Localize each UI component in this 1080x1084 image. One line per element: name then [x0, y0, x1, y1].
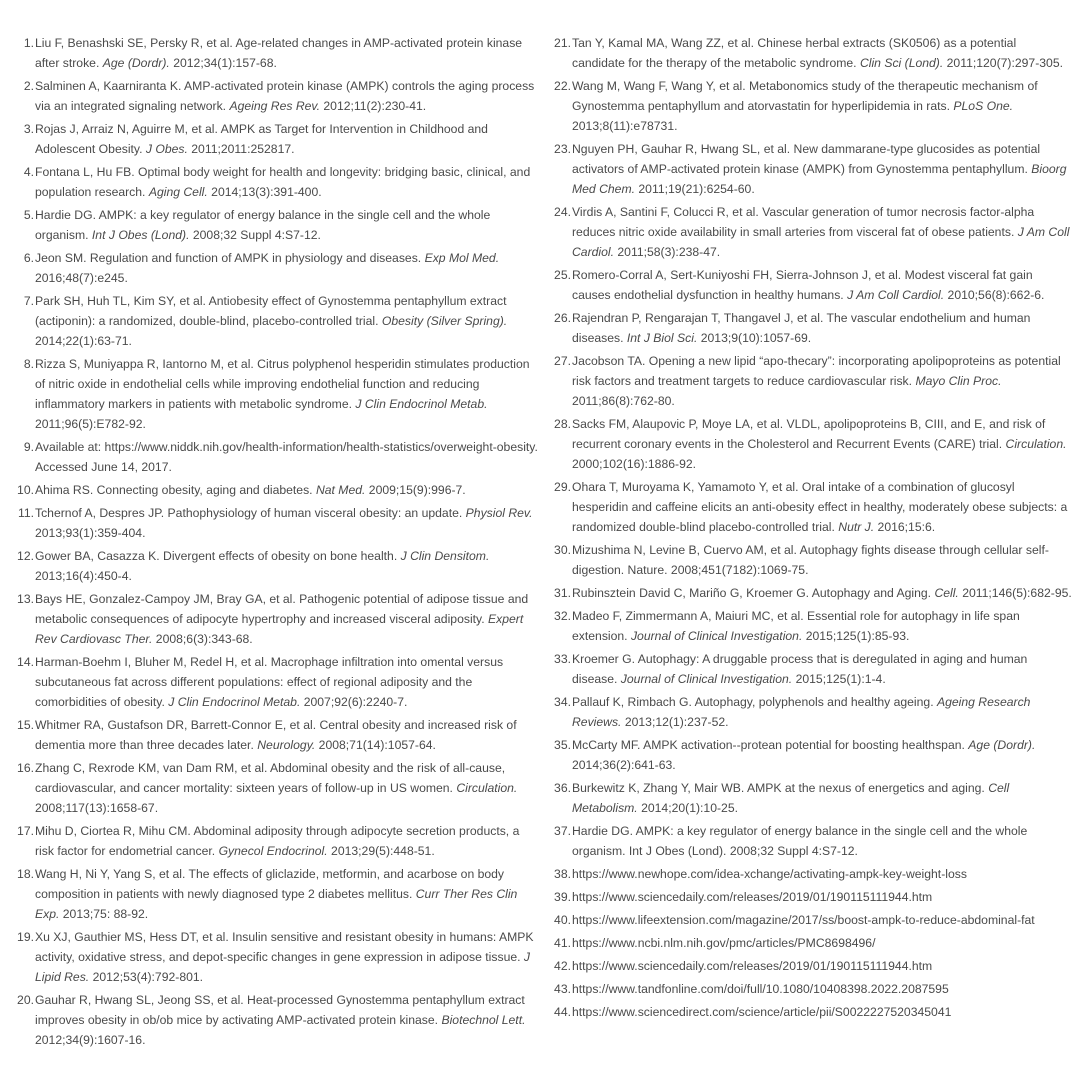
reference-item: [14, 437, 538, 477]
reference-citation: Hardie DG. AMPK: a key regulator of energy balance in the single cell and the whole organism. Int J Obes (Lond). 2008;32 Suppl 4:S7-12.: [572, 824, 1028, 858]
reference-citation: Nguyen PH, Gauhar R, Hwang SL, et al. New dammarane-type glucosides as potential activators of AMP-activated protein kinase (AMPK) from Gynostemma pentaphyllum.: [572, 142, 1041, 176]
reference-citation: Liu F, Benashski SE, Persky R, et al. Age-related changes in AMP-activated protein kinase after stroke.: [35, 36, 523, 70]
reference-details: 2013;12(1):237-52.: [624, 715, 729, 729]
reference-details: 2011;19(21):6254-60.: [638, 182, 755, 196]
reference-details: 2015;125(1):1-4.: [795, 672, 886, 686]
reference-details: 2008;32 Suppl 4:S7-12.: [192, 228, 321, 242]
reference-number: 23.: [554, 142, 571, 156]
reference-citation: Madeo F, Zimmermann A, Maiuri MC, et al. Essential role for autophagy in life span extension.: [572, 609, 1020, 643]
reference-journal: J Clin Endocrinol Metab.: [355, 397, 488, 411]
reference-citation: Romero-Corral A, Sert-Kuniyoshi FH, Sierra-Johnson J, et al. Modest visceral fat gain causes endothelial dysfunction in healthy humans.: [572, 268, 1033, 302]
reference-number: 21.: [554, 36, 571, 50]
reference-details: 2012;11(2):230-41.: [323, 99, 427, 113]
reference-item: [551, 887, 1072, 907]
reference-details: 2013;75: 88-92.: [62, 907, 149, 921]
reference-citation: Kroemer G. Autophagy: A druggable process that is deregulated in aging and human disease.: [572, 652, 1028, 686]
reference-number: 32.: [554, 609, 571, 623]
reference-citation: Rojas J, Arraiz N, Aguirre M, et al. AMPK as Target for Intervention in Childhood and Adolescent Obesity.: [35, 122, 488, 156]
reference-journal: J Obes.: [145, 142, 188, 156]
reference-journal: Ageing Res Rev.: [229, 99, 321, 113]
reference-number: 3.: [23, 122, 34, 136]
reference-details: 2011;120(7):297-305.: [946, 56, 1063, 70]
reference-details: 2013;93(1):359-404.: [35, 526, 146, 540]
reference-citation: Ahima RS. Connecting obesity, aging and diabetes.: [35, 483, 313, 497]
reference-journal: J Am Coll Cardiol.: [847, 288, 945, 302]
reference-citation: Ohara T, Muroyama K, Yamamoto Y, et al. Oral intake of a combination of glucosyl hesperidin and caffeine elicits an anti-obesity effect in healthy, moderately obese subjects: a randomized double-blind placebo-controlled trial.: [572, 480, 1068, 534]
reference-journal: Age (Dordr).: [968, 738, 1036, 752]
reference-details: 2011;146(5):682-95.: [962, 586, 1072, 600]
reference-number: 36.: [554, 781, 571, 795]
reference-item: [551, 692, 1072, 732]
reference-item: [551, 308, 1072, 348]
reference-number: 2.: [23, 79, 34, 93]
reference-item: [551, 864, 1072, 884]
reference-item: [14, 205, 538, 245]
reference-details: 2014;20(1):10-25.: [641, 801, 738, 815]
reference-item: [551, 414, 1072, 474]
reference-journal: Circulation.: [456, 781, 518, 795]
reference-citation: Jeon SM. Regulation and function of AMPK in physiology and diseases.: [35, 251, 422, 265]
reference-journal: Expert Rev Cardiovasc Ther.: [35, 612, 524, 646]
reference-number: 28.: [554, 417, 571, 431]
reference-item: [14, 758, 538, 818]
reference-details: 2010;56(8):662-6.: [947, 288, 1045, 302]
reference-citation: Gower BA, Casazza K. Divergent effects of obesity on bone health.: [35, 549, 398, 563]
reference-number: 41.: [554, 936, 571, 950]
reference-details: 2000;102(16):1886-92.: [572, 457, 697, 471]
reference-citation: McCarty MF. AMPK activation--protean potential for boosting healthspan.: [572, 738, 965, 752]
reference-number: 11.: [17, 506, 34, 520]
reference-item: [551, 477, 1072, 537]
reference-item: [551, 910, 1072, 930]
references-column-left: [14, 33, 538, 1053]
reference-citation: Zhang C, Rexrode KM, van Dam RM, et al. Abdominal obesity and the risk of all-cause, cardiovascular, and cancer mortality: sixteen years of follow-up in US women.: [35, 761, 506, 795]
reference-item: [551, 979, 1072, 999]
reference-details: 2015;125(1):85-93.: [805, 629, 910, 643]
reference-number: 10.: [17, 483, 34, 497]
reference-number: 7.: [23, 294, 34, 308]
reference-citation: Whitmer RA, Gustafson DR, Barrett-Connor E, et al. Central obesity and increased risk of dementia more than three decades later.: [35, 718, 517, 752]
reference-citation: Burkewitz K, Zhang Y, Mair WB. AMPK at the nexus of energetics and aging.: [572, 781, 985, 795]
reference-journal: Neurology.: [257, 738, 316, 752]
reference-details: 2011;2011:252817.: [191, 142, 295, 156]
reference-item: [551, 821, 1072, 861]
reference-number: 20.: [17, 993, 34, 1007]
reference-journal: J Am Coll Cardiol.: [572, 225, 1070, 259]
reference-citation: Virdis A, Santini F, Colucci R, et al. Vascular generation of tumor necrosis factor-alpha reduces nitric oxide availability in small arteries from visceral fat of obese patients.: [572, 205, 1035, 239]
reference-journal: Exp Mol Med.: [424, 251, 500, 265]
reference-number: 27.: [554, 354, 571, 368]
reference-number: 35.: [554, 738, 571, 752]
reference-number: 4.: [23, 165, 34, 179]
reference-details: 2012;53(4):792-801.: [92, 970, 204, 984]
reference-journal: Circulation.: [1005, 437, 1067, 451]
reference-journal: J Clin Endocrinol Metab.: [168, 695, 301, 709]
reference-item: [14, 162, 538, 202]
reference-number: 5.: [23, 208, 34, 222]
reference-item: [14, 864, 538, 924]
reference-details: 2014;13(3):391-400.: [211, 185, 322, 199]
reference-details: 2016;15:6.: [877, 520, 936, 534]
reference-details: 2009;15(9):996-7.: [368, 483, 466, 497]
reference-number: 31.: [554, 586, 571, 600]
reference-details: 2013;9(10):1057-69.: [700, 331, 812, 345]
reference-journal: Ageing Research Reviews.: [572, 695, 1031, 729]
reference-item: [551, 202, 1072, 262]
reference-journal: Nat Med.: [315, 483, 366, 497]
reference-citation: Rubinsztein David C, Mariño G, Kroemer G. Autophagy and Aging.: [572, 586, 932, 600]
reference-item: [14, 652, 538, 712]
reference-list-right: [551, 33, 1072, 1022]
reference-journal: PLoS One.: [953, 99, 1014, 113]
reference-number: 40.: [554, 913, 571, 927]
reference-journal: J Lipid Res.: [35, 950, 530, 984]
reference-details: 2011;96(5):E782-92.: [35, 417, 146, 431]
reference-citation: Jacobson TA. Opening a new lipid “apo-thecary”: incorporating apolipoproteins as potential risk factors and treatment targets to reduce cardiovascular risk.: [572, 354, 1061, 388]
reference-citation: Wang H, Ni Y, Yang S, et al. The effects of gliclazide, metformin, and acarbose on body composition in patients with newly diagnosed type 2 diabetes mellitus.: [35, 867, 505, 901]
reference-item: [551, 33, 1072, 73]
reference-number: 26.: [554, 311, 571, 325]
reference-citation: Mihu D, Ciortea R, Mihu CM. Abdominal adiposity through adipocyte secretion products, a risk factor for endometrial cancer.: [35, 824, 520, 858]
reference-number: 44.: [554, 1005, 571, 1019]
reference-item: [14, 119, 538, 159]
reference-url[interactable]: https://www.ncbi.nlm.nih.gov/pmc/articles/PMC8698496/: [572, 936, 876, 950]
reference-item: [14, 33, 538, 73]
reference-number: 39.: [554, 890, 571, 904]
reference-url[interactable]: https://www.newhope.com/idea-xchange/activating-ampk-key-weight-loss: [572, 867, 967, 881]
reference-number: 1.: [23, 36, 34, 50]
reference-details: 2007;92(6):2240-7.: [303, 695, 408, 709]
reference-journal: J Clin Densitom.: [400, 549, 490, 563]
reference-number: 13.: [17, 592, 34, 606]
reference-journal: Aging Cell.: [148, 185, 208, 199]
reference-url[interactable]: https://www.tandfonline.com/doi/full/10.1080/10408398.2022.2087595: [572, 982, 949, 996]
reference-item: [14, 927, 538, 987]
reference-number: 18.: [17, 867, 34, 881]
reference-number: 14.: [17, 655, 34, 669]
reference-journal: Gynecol Endocrinol.: [218, 844, 328, 858]
reference-citation: Hardie DG. AMPK: a key regulator of energy balance in the single cell and the whole organism.: [35, 208, 491, 242]
reference-citation: Salminen A, Kaarniranta K. AMP-activated protein kinase (AMPK) controls the aging process via an integrated signaling network.: [35, 79, 535, 113]
reference-journal: Int J Obes (Lond).: [91, 228, 190, 242]
reference-item: [551, 956, 1072, 976]
reference-number: 43.: [554, 982, 571, 996]
reference-item: [551, 649, 1072, 689]
references-column-right: [551, 33, 1072, 1053]
reference-citation: Fontana L, Hu FB. Optimal body weight for health and longevity: bridging basic, clinical, and population research.: [35, 165, 531, 199]
reference-item: [551, 139, 1072, 199]
reference-item: [551, 540, 1072, 580]
reference-item: [551, 735, 1072, 775]
reference-item: [551, 933, 1072, 953]
reference-number: 42.: [554, 959, 571, 973]
reference-number: 29.: [554, 480, 571, 494]
reference-journal: Physiol Rev.: [465, 506, 533, 520]
reference-list-left: [14, 33, 538, 1050]
reference-journal: Clin Sci (Lond).: [859, 56, 944, 70]
reference-citation: Pallauf K, Rimbach G. Autophagy, polyphenols and healthy ageing.: [572, 695, 934, 709]
reference-journal: Mayo Clin Proc.: [915, 374, 1002, 388]
reference-number: 24.: [554, 205, 571, 219]
reference-number: 17.: [17, 824, 34, 838]
reference-item: [14, 291, 538, 351]
reference-citation: Rajendran P, Rengarajan T, Thangavel J, et al. The vascular endothelium and human diseases.: [572, 311, 1031, 345]
reference-citation: Xu XJ, Gauthier MS, Hess DT, et al. Insulin sensitive and resistant obesity in humans: AMPK activity, oxidative stress, and depot-specific changes in gene expression in adipose tissue.: [35, 930, 534, 964]
reference-item: [14, 589, 538, 649]
reference-item: [551, 265, 1072, 305]
reference-url[interactable]: https://www.sciencedirect.com/science/article/pii/S0022227520345041: [572, 1005, 952, 1019]
reference-journal: Cell.: [934, 586, 959, 600]
reference-item: [14, 503, 538, 543]
reference-details: 2008;117(13):1658-67.: [35, 801, 159, 815]
reference-number: 9.: [23, 440, 34, 454]
reference-number: 19.: [17, 930, 34, 944]
reference-details: 2014;22(1):63-71.: [35, 334, 132, 348]
reference-citation: Mizushima N, Levine B, Cuervo AM, et al. Autophagy fights disease through cellular self-digestion. Nature. 2008;451(7182):1069-75.: [572, 543, 1049, 577]
reference-citation: Tan Y, Kamal MA, Wang ZZ, et al. Chinese herbal extracts (SK0506) as a potential candidate for the therapy of the metabolic syndrome.: [572, 36, 1017, 70]
reference-number: 34.: [554, 695, 571, 709]
reference-details: 2013;29(5):448-51.: [331, 844, 435, 858]
reference-item: [14, 76, 538, 116]
reference-journal: Int J Biol Sci.: [626, 331, 698, 345]
reference-number: 30.: [554, 543, 571, 557]
reference-url[interactable]: https://www.lifeextension.com/magazine/2017/ss/boost-ampk-to-reduce-abdominal-fat: [572, 913, 1035, 927]
reference-journal: Obesity (Silver Spring).: [381, 314, 508, 328]
reference-journal: Cell Metabolism.: [572, 781, 1010, 815]
reference-item: [14, 990, 538, 1050]
reference-item: [14, 480, 538, 500]
reference-item: [551, 1002, 1072, 1022]
reference-details: 2008;71(14):1057-64.: [318, 738, 436, 752]
reference-details: 2012;34(1):157-68.: [173, 56, 277, 70]
reference-item: [551, 76, 1072, 136]
reference-details: 2011;58(3):238-47.: [617, 245, 721, 259]
reference-journal: Curr Ther Res Clin Exp.: [35, 887, 518, 921]
reference-number: 37.: [554, 824, 571, 838]
reference-url[interactable]: https://www.sciencedaily.com/releases/2019/01/190115111944.htm: [572, 890, 933, 904]
reference-citation: Harman-Boehm I, Bluher M, Redel H, et al. Macrophage infiltration into omental versus subcutaneous fat across different populations: effect of regional adiposity and the comorbidities of obesity.: [35, 655, 504, 709]
reference-details: 2016;48(7):e245.: [35, 271, 128, 285]
reference-citation: Wang M, Wang F, Wang Y, et al. Metabonomics study of the therapeutic mechanism of Gynostemma pentaphyllum and atorvastatin for hyperlipidemia in rats.: [572, 79, 1038, 113]
reference-journal: Journal of Clinical Investigation.: [620, 672, 793, 686]
reference-item: [551, 583, 1072, 603]
reference-number: 8.: [23, 357, 34, 371]
reference-number: 33.: [554, 652, 571, 666]
reference-citation: Bays HE, Gonzalez-Campoy JM, Bray GA, et al. Pathogenic potential of adipose tissue and metabolic consequences of adipocyte hypertrophy and increased visceral adiposity.: [35, 592, 529, 626]
reference-item: [14, 354, 538, 434]
reference-number: 22.: [554, 79, 571, 93]
reference-citation: Park SH, Huh TL, Kim SY, et al. Antiobesity effect of Gynostemma pentaphyllum extract (actiponin): a randomized, double-blind, placebo-controlled trial.: [35, 294, 507, 328]
reference-details: 2014;36(2):641-63.: [572, 758, 676, 772]
reference-item: [14, 248, 538, 288]
reference-details: 2008;6(3):343-68.: [155, 632, 253, 646]
reference-number: 12.: [17, 549, 34, 563]
reference-item: [551, 606, 1072, 646]
reference-item: [14, 715, 538, 755]
reference-citation: Gauhar R, Hwang SL, Jeong SS, et al. Heat-processed Gynostemma pentaphyllum extract improves obesity in ob/ob mice by activating AMP-activated protein kinase.: [35, 993, 525, 1027]
reference-number: 6.: [23, 251, 34, 265]
reference-number: 16.: [17, 761, 34, 775]
reference-details: 2011;86(8):762-80.: [572, 394, 675, 408]
reference-journal: Nutr J.: [838, 520, 875, 534]
reference-number: 38.: [554, 867, 571, 881]
reference-details: 2012;34(9):1607-16.: [35, 1033, 146, 1047]
reference-url[interactable]: https://www.sciencedaily.com/releases/2019/01/190115111944.htm: [572, 959, 933, 973]
reference-citation: Sacks FM, Alaupovic P, Moye LA, et al. VLDL, apolipoproteins B, CIII, and E, and risk of recurrent coronary events in the Cholesterol and Recurrent Events (CARE) trial.: [572, 417, 1046, 451]
reference-journal: Bioorg Med Chem.: [572, 162, 1067, 196]
reference-details: 2013;8(11):e78731.: [572, 119, 678, 133]
reference-number: 15.: [17, 718, 34, 732]
reference-number: 25.: [554, 268, 571, 282]
reference-item: [551, 778, 1072, 818]
reference-citation: Rizza S, Muniyappa R, Iantorno M, et al. Citrus polyphenol hesperidin stimulates production of nitric oxide in endothelial cells while improving endothelial function and reducing inflammatory markers in patients with metabolic syndrome.: [35, 357, 530, 411]
reference-citation: Tchernof A, Despres JP. Pathophysiology of human visceral obesity: an update.: [35, 506, 463, 520]
reference-citation: Available at: https://www.niddk.nih.gov/health-information/health-statistics/overweight-obesity. Accessed June 14, 2017.: [35, 440, 538, 474]
reference-details: 2013;16(4):450-4.: [35, 569, 132, 583]
reference-journal: Age (Dordr).: [102, 56, 170, 70]
reference-item: [551, 351, 1072, 411]
reference-item: [14, 821, 538, 861]
reference-journal: Journal of Clinical Investigation.: [630, 629, 803, 643]
reference-journal: Biotechnol Lett.: [441, 1013, 526, 1027]
reference-item: [14, 546, 538, 586]
